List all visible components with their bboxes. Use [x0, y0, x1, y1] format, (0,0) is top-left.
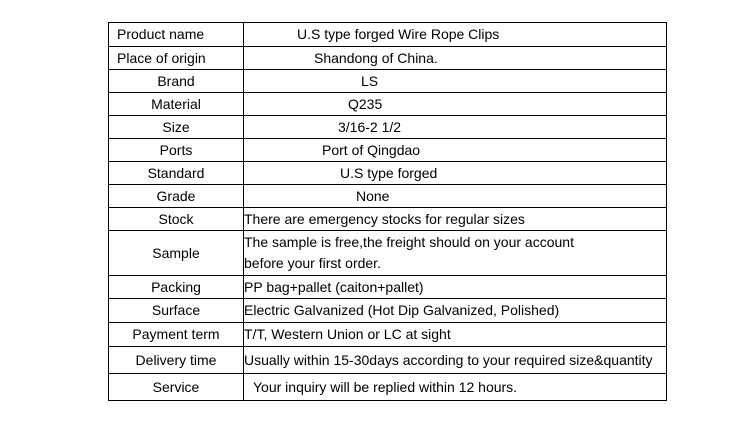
table-row — [109, 139, 667, 162]
row-label-delivery-time: Delivery time — [109, 347, 244, 374]
table-row — [109, 70, 667, 93]
table-row — [109, 47, 667, 70]
table-row — [109, 93, 667, 116]
row-label-packing: Packing — [109, 276, 244, 299]
row-label-payment-term: Payment term — [109, 323, 244, 347]
row-label-ports: Ports — [109, 139, 244, 162]
row-value-grade: None — [244, 185, 667, 208]
row-label-brand: Brand — [109, 70, 244, 93]
row-label-product-name: Product name — [109, 23, 244, 47]
row-value-standard: U.S type forged — [244, 162, 667, 185]
row-value-surface: Electric Galvanized (Hot Dip Galvanized, Polished) — [244, 299, 667, 323]
table-row — [109, 162, 667, 185]
row-label-surface: Surface — [109, 299, 244, 323]
row-value-brand: LS — [244, 70, 667, 93]
row-value-ports: Port of Qingdao — [244, 139, 667, 162]
table-row — [109, 231, 667, 276]
row-label-size: Size — [109, 116, 244, 139]
row-value-material: Q235 — [244, 93, 667, 116]
row-value-delivery-time: Usually within 15-30days according to your required size&quantity — [244, 347, 667, 374]
row-label-standard: Standard — [109, 162, 244, 185]
row-label-service: Service — [109, 374, 244, 401]
table-row — [109, 23, 667, 47]
row-label-grade: Grade — [109, 185, 244, 208]
row-value-stock: There are emergency stocks for regular sizes — [244, 208, 667, 231]
row-value-product-name: U.S type forged Wire Rope Clips — [244, 23, 667, 47]
row-value-place-of-origin: Shandong of China. — [244, 47, 667, 70]
table-row — [109, 299, 667, 323]
table-row — [109, 208, 667, 231]
row-value-payment-term: T/T, Western Union or LC at sight — [244, 323, 667, 347]
row-value-size: 3/16-2 1/2 — [244, 116, 667, 139]
table-row — [109, 374, 667, 401]
table-row — [109, 347, 667, 374]
table-row — [109, 276, 667, 299]
row-value-service: Your inquiry will be replied within 12 hours. — [244, 374, 667, 401]
row-value-sample-line-1: The sample is free,the freight should on your account — [244, 234, 574, 250]
row-label-material: Material — [109, 93, 244, 116]
row-label-sample: Sample — [109, 231, 244, 276]
row-label-stock: Stock — [109, 208, 244, 231]
table-row — [109, 323, 667, 347]
table-row — [109, 116, 667, 139]
product-spec-table — [108, 22, 667, 401]
row-value-sample-line-2: before your first order. — [244, 255, 381, 271]
row-label-place-of-origin: Place of origin — [109, 47, 244, 70]
row-value-sample — [244, 231, 667, 276]
row-value-packing: PP bag+pallet (caiton+pallet) — [244, 276, 667, 299]
table-row — [109, 185, 667, 208]
